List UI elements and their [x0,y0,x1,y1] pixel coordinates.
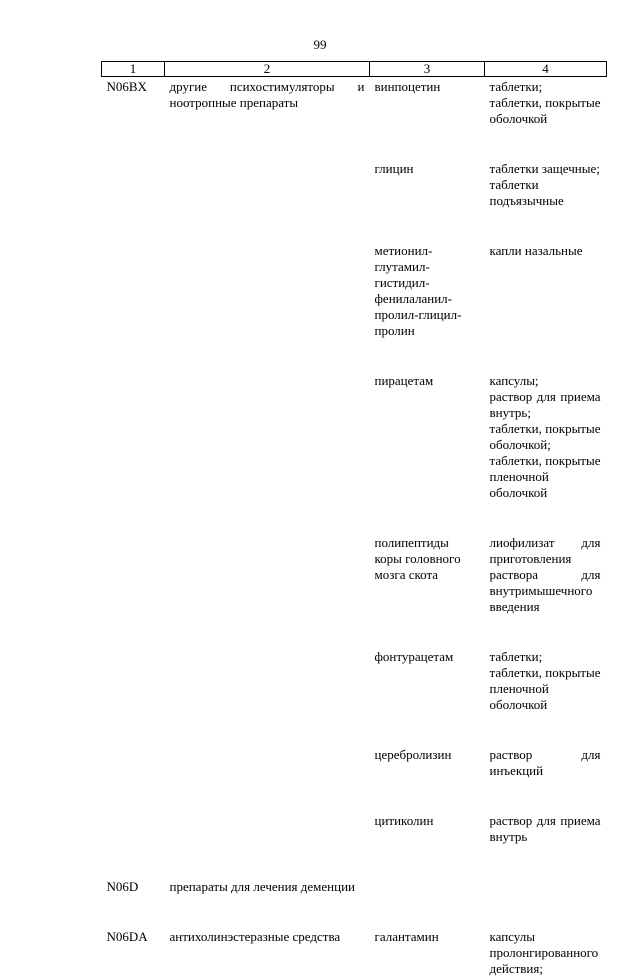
group-name-cell [165,241,370,371]
dosage-forms-cell [485,647,607,745]
page-number: 99 [313,37,327,52]
dosage-forms-cell [485,533,607,647]
dosage-form: капли назальные [489,243,583,258]
drug-name-cell: полипептиды коры головного мозга скота [374,535,461,582]
table-row [102,159,607,241]
atc-code-cell [102,647,165,745]
drug-name-cell: метионил-глутамил-гистидил-фенилаланил-пролил-глицил-пролин [374,243,462,338]
atc-code-cell [102,159,165,241]
table-row [102,533,607,647]
dosage-form: таблетки, покрытые пленочной оболочкой [489,453,601,500]
atc-code-cell: N06D [106,879,139,894]
group-name-cell: антихолинэстеразные средства [169,929,341,944]
table-row [102,745,607,811]
dosage-forms-cell [485,77,607,160]
column-header: 2 [165,62,370,77]
group-name-cell [165,159,370,241]
dosage-forms-cell [485,811,607,877]
dosage-form: капсулы пролонгированного действия; [489,929,599,976]
dosage-form: таблетки, покрытые оболочкой [489,95,601,126]
atc-code-cell [102,371,165,533]
dosage-form: раствор для приема внутрь; [489,389,601,420]
dosage-form: раствор для инъекций [489,747,601,778]
dosage-form: таблетки; [489,649,543,664]
table-row [102,811,607,877]
dosage-forms-cell [485,241,607,371]
table-header-row [102,62,607,77]
dosage-form: таблетки защечные; [489,161,600,176]
drug-name-cell: пирацетам [374,373,434,388]
column-header: 3 [370,62,485,77]
atc-code-cell: N06DA [106,929,148,944]
atc-code-cell [102,533,165,647]
table-row [102,77,607,160]
dosage-form: лиофилизат для приготовления раствора для внутримышечного введения [489,535,601,614]
drug-name-cell: церебролизин [374,747,452,762]
atc-code-cell: N06BX [106,79,147,94]
dosage-form: таблетки; [489,79,543,94]
dosage-forms-cell [485,159,607,241]
drug-name-cell [370,877,485,927]
group-name-cell [165,745,370,811]
group-name-cell [165,647,370,745]
table-row [102,927,607,977]
drug-table [101,61,607,977]
column-header: 1 [102,62,165,77]
table-row [102,647,607,745]
dosage-forms-cell [485,745,607,811]
group-name-cell [165,811,370,877]
atc-code-cell [102,811,165,877]
atc-code-cell [102,745,165,811]
table-row [102,877,607,927]
table-row [102,371,607,533]
drug-name-cell: глицин [374,161,414,176]
drug-name-cell: цитиколин [374,813,434,828]
group-name-cell: другие психостимуляторы и ноотропные препараты [169,79,365,110]
group-name-cell [165,533,370,647]
dosage-forms-cell [485,927,607,977]
atc-code-cell [102,241,165,371]
drug-name-cell: фонтурацетам [374,649,454,664]
dosage-form: раствор для приема внутрь [489,813,601,844]
group-name-cell [165,371,370,533]
column-header: 4 [485,62,607,77]
dosage-forms-cell [485,371,607,533]
dosage-forms-cell [485,877,607,927]
dosage-form: капсулы; [489,373,539,388]
dosage-form: таблетки подъязычные [489,177,564,208]
table-row [102,241,607,371]
drug-name-cell: винпоцетин [374,79,441,94]
group-name-cell: препараты для лечения деменции [169,879,355,894]
dosage-form: таблетки, покрытые оболочкой; [489,421,601,452]
dosage-form: таблетки, покрытые пленочной оболочкой [489,665,601,712]
drug-name-cell: галантамин [374,929,439,944]
